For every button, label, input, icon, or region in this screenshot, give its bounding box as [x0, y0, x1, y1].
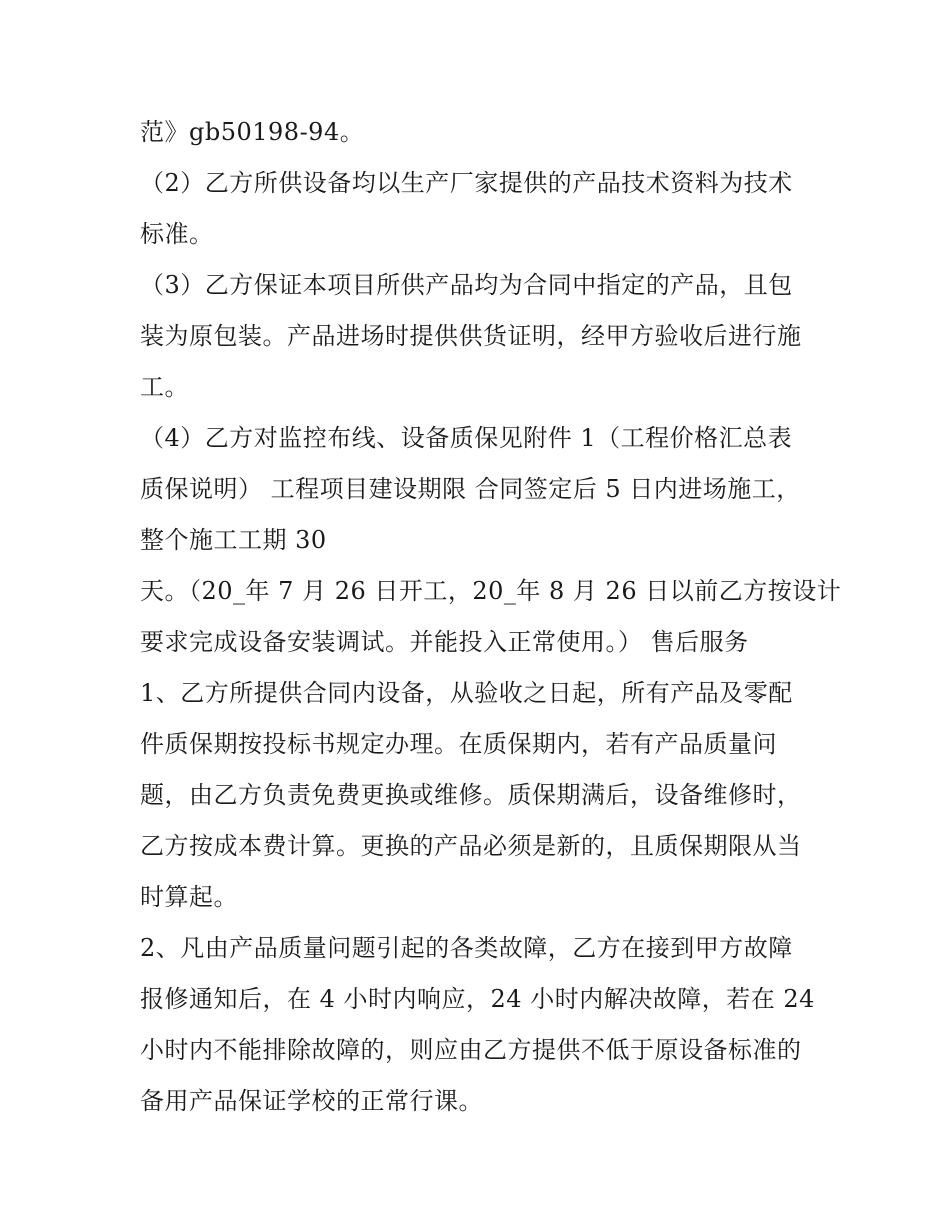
text-line: 件质保期按投标书规定办理。在质保期内，若有产品质量问: [140, 730, 777, 758]
text-line: 1、乙方所提供合同内设备，从验收之日起，所有产品及零配: [140, 679, 793, 707]
document-body: [140, 107, 842, 1127]
text-line: （3）乙方保证本项目所供产品均为合同中指定的产品，且包: [140, 271, 793, 299]
text-line: 题，由乙方负责免费更换或维修。质保期满后，设备维修时，: [140, 781, 802, 809]
text-line: 小时内不能排除故障的，则应由乙方提供不低于原设备标准的: [140, 1036, 802, 1064]
text-line: 报修通知后，在 4 小时内响应，24 小时内解决故障，若在 24: [140, 985, 815, 1013]
text-line: 标准。: [140, 220, 214, 248]
text-line: 范》gb50198-94。: [140, 118, 365, 146]
text-line: 要求完成设备安装调试。并能投入正常使用。） 售后服务: [140, 628, 749, 656]
text-line: 时算起。: [140, 883, 238, 911]
text-line: 乙方按成本费计算。更换的产品必须是新的，且质保期限从当: [140, 832, 802, 860]
text-line: 工。: [140, 373, 189, 401]
text-line: （4）乙方对监控布线、设备质保见附件 1（工程价格汇总表: [140, 424, 793, 452]
text-line: 2、凡由产品质量问题引起的各类故障，乙方在接到甲方故障: [140, 934, 793, 962]
text-line: 质保说明） 工程项目建设期限 合同签定后 5 日内进场施工，: [140, 475, 801, 503]
text-line: 天。（20_年 7 月 26 日开工，20_年 8 月 26 日以前乙方按设计: [140, 577, 842, 605]
text-line: 装为原包装。产品进场时提供供货证明，经甲方验收后进行施: [140, 322, 802, 350]
text-line: 备用产品保证学校的正常行课。: [140, 1087, 483, 1115]
text-line: 整个施工工期 30: [140, 526, 327, 554]
text-line: （2）乙方所供设备均以生产厂家提供的产品技术资料为技术: [140, 169, 793, 197]
